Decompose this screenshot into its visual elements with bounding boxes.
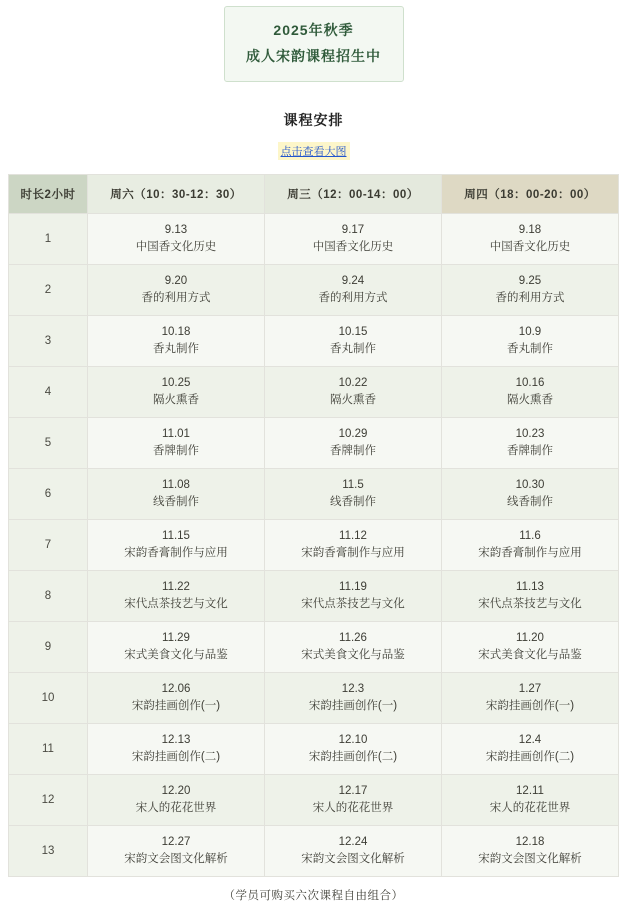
cell-thursday (442, 214, 619, 265)
cell-topic: 宋韵挂画创作(二) (308, 751, 398, 763)
cell-topic: 隔火熏香 (330, 394, 376, 406)
cell-wednesday (265, 316, 442, 367)
cell-saturday (88, 673, 265, 724)
schedule-table-head (9, 175, 619, 214)
promo-banner (224, 6, 404, 82)
cell-date: 12.11 (516, 785, 544, 797)
row-index: 4 (9, 367, 88, 418)
big-image-link-wrapper (0, 142, 627, 160)
cell-topic: 宋韵文会图文化解析 (301, 853, 405, 865)
table-row (9, 673, 619, 724)
cell-topic: 香丸制作 (153, 343, 199, 355)
cell-topic: 香的利用方式 (318, 292, 388, 304)
promo-banner-line2: 成人宋韵课程招生中 (246, 48, 381, 64)
cell-topic: 宋韵香膏制作与应用 (478, 547, 582, 559)
row-index: 11 (9, 724, 88, 775)
table-row (9, 367, 619, 418)
cell-topic: 宋韵挂画创作(一) (308, 700, 398, 712)
cell-wednesday (265, 265, 442, 316)
cell-wednesday (265, 469, 442, 520)
cell-date: 10.25 (161, 377, 191, 389)
cell-thursday (442, 673, 619, 724)
cell-thursday (442, 775, 619, 826)
cell-topic: 香的利用方式 (495, 292, 565, 304)
table-row (9, 724, 619, 775)
view-large-image-link[interactable]: 点击查看大图 (278, 142, 350, 160)
cell-date: 11.26 (339, 632, 367, 644)
cell-date: 12.10 (338, 734, 368, 746)
cell-date: 12.13 (161, 734, 191, 746)
row-index: 9 (9, 622, 88, 673)
cell-topic: 香牌制作 (330, 445, 376, 457)
cell-topic: 宋韵香膏制作与应用 (124, 547, 228, 559)
row-index: 13 (9, 826, 88, 877)
cell-topic: 香牌制作 (507, 445, 553, 457)
table-row (9, 826, 619, 877)
table-row (9, 316, 619, 367)
cell-date: 11.22 (162, 581, 190, 593)
cell-date: 10.16 (515, 377, 545, 389)
table-header-row (9, 175, 619, 214)
cell-date: 9.20 (164, 275, 188, 287)
cell-topic: 宋韵文会图文化解析 (478, 853, 582, 865)
cell-date: 10.9 (518, 326, 542, 338)
cell-topic: 香的利用方式 (141, 292, 211, 304)
cell-topic: 宋人的花花世界 (312, 802, 394, 814)
cell-topic: 宋式美食文化与品鉴 (124, 649, 228, 661)
cell-thursday (442, 418, 619, 469)
cell-date: 11.08 (162, 479, 190, 491)
cell-topic: 中国香文化历史 (489, 241, 571, 253)
cell-wednesday (265, 622, 442, 673)
table-row (9, 520, 619, 571)
cell-topic: 宋人的花花世界 (135, 802, 217, 814)
table-row (9, 469, 619, 520)
header-duration: 时长2小时 (9, 175, 88, 214)
header-thursday: 周四（18：00-20：00） (442, 175, 619, 214)
cell-wednesday (265, 724, 442, 775)
cell-thursday (442, 367, 619, 418)
cell-thursday (442, 622, 619, 673)
cell-thursday (442, 316, 619, 367)
cell-wednesday (265, 520, 442, 571)
table-row (9, 418, 619, 469)
cell-saturday (88, 826, 265, 877)
cell-thursday (442, 520, 619, 571)
cell-topic: 线香制作 (507, 496, 553, 508)
cell-thursday (442, 571, 619, 622)
cell-saturday (88, 265, 265, 316)
cell-topic: 中国香文化历史 (135, 241, 217, 253)
cell-topic: 宋代点茶技艺与文化 (478, 598, 582, 610)
cell-wednesday (265, 673, 442, 724)
cell-thursday (442, 265, 619, 316)
cell-saturday (88, 622, 265, 673)
cell-topic: 香牌制作 (153, 445, 199, 457)
cell-topic: 宋式美食文化与品鉴 (301, 649, 405, 661)
footer-note: （学员可购买六次课程自由组合） (223, 890, 404, 902)
cell-topic: 宋韵挂画创作(二) (485, 751, 575, 763)
cell-thursday (442, 826, 619, 877)
cell-topic: 线香制作 (153, 496, 199, 508)
cell-date: 12.06 (161, 683, 191, 695)
cell-date: 1.27 (518, 683, 542, 695)
cell-date: 11.01 (162, 428, 190, 440)
schedule-table-wrapper (0, 174, 627, 877)
cell-date: 12.27 (161, 836, 191, 848)
cell-wednesday (265, 775, 442, 826)
cell-date: 9.24 (341, 275, 365, 287)
cell-date: 10.22 (338, 377, 368, 389)
cell-date: 12.20 (161, 785, 191, 797)
cell-saturday (88, 571, 265, 622)
cell-topic: 宋韵香膏制作与应用 (301, 547, 405, 559)
schedule-table (8, 174, 619, 877)
cell-saturday (88, 418, 265, 469)
row-index: 1 (9, 214, 88, 265)
cell-date: 10.15 (338, 326, 368, 338)
cell-saturday (88, 775, 265, 826)
table-row (9, 622, 619, 673)
cell-saturday (88, 469, 265, 520)
cell-topic: 宋韵挂画创作(一) (485, 700, 575, 712)
cell-date: 11.20 (516, 632, 544, 644)
cell-date: 12.17 (338, 785, 368, 797)
promo-banner-wrapper (0, 0, 627, 82)
cell-topic: 宋韵文会图文化解析 (124, 853, 228, 865)
cell-wednesday (265, 418, 442, 469)
cell-saturday (88, 367, 265, 418)
cell-saturday (88, 316, 265, 367)
cell-date: 12.4 (518, 734, 542, 746)
row-index: 3 (9, 316, 88, 367)
cell-topic: 宋韵挂画创作(一) (131, 700, 221, 712)
promo-banner-line1: 2025年秋季 (273, 22, 354, 38)
cell-saturday (88, 214, 265, 265)
cell-topic: 线香制作 (330, 496, 376, 508)
table-row (9, 775, 619, 826)
row-index: 8 (9, 571, 88, 622)
row-index: 2 (9, 265, 88, 316)
row-index: 7 (9, 520, 88, 571)
cell-wednesday (265, 571, 442, 622)
row-index: 5 (9, 418, 88, 469)
cell-date: 11.29 (162, 632, 190, 644)
row-index: 12 (9, 775, 88, 826)
cell-thursday (442, 469, 619, 520)
table-row (9, 265, 619, 316)
cell-date: 9.18 (518, 224, 542, 236)
cell-topic: 中国香文化历史 (312, 241, 394, 253)
cell-date: 11.6 (519, 530, 541, 542)
cell-topic: 隔火熏香 (153, 394, 199, 406)
row-index: 6 (9, 469, 88, 520)
cell-wednesday (265, 826, 442, 877)
cell-date: 9.13 (164, 224, 188, 236)
table-row (9, 214, 619, 265)
cell-date: 12.24 (338, 836, 368, 848)
cell-wednesday (265, 367, 442, 418)
cell-date: 10.30 (515, 479, 545, 491)
cell-topic: 香丸制作 (507, 343, 553, 355)
header-saturday: 周六（10：30-12：30） (88, 175, 265, 214)
cell-topic: 宋式美食文化与品鉴 (478, 649, 582, 661)
cell-topic: 宋代点茶技艺与文化 (301, 598, 405, 610)
schedule-table-body (9, 214, 619, 877)
cell-date: 11.5 (342, 479, 364, 491)
cell-topic: 宋代点茶技艺与文化 (124, 598, 228, 610)
cell-date: 10.18 (161, 326, 191, 338)
cell-date: 9.25 (518, 275, 542, 287)
cell-topic: 宋韵挂画创作(二) (131, 751, 221, 763)
cell-date: 9.17 (341, 224, 365, 236)
table-row (9, 571, 619, 622)
cell-date: 10.23 (515, 428, 545, 440)
cell-topic: 香丸制作 (330, 343, 376, 355)
cell-date: 10.29 (338, 428, 368, 440)
cell-topic: 隔火熏香 (507, 394, 553, 406)
cell-date: 12.18 (515, 836, 545, 848)
row-index: 10 (9, 673, 88, 724)
cell-date: 11.15 (162, 530, 190, 542)
cell-saturday (88, 520, 265, 571)
cell-thursday (442, 724, 619, 775)
header-wednesday: 周三（12：00-14：00） (265, 175, 442, 214)
cell-date: 11.12 (339, 530, 367, 542)
cell-date: 12.3 (341, 683, 365, 695)
page-title: 课程安排 (283, 112, 344, 128)
cell-date: 11.19 (339, 581, 367, 593)
cell-saturday (88, 724, 265, 775)
cell-wednesday (265, 214, 442, 265)
cell-date: 11.13 (516, 581, 544, 593)
cell-topic: 宋人的花花世界 (489, 802, 571, 814)
